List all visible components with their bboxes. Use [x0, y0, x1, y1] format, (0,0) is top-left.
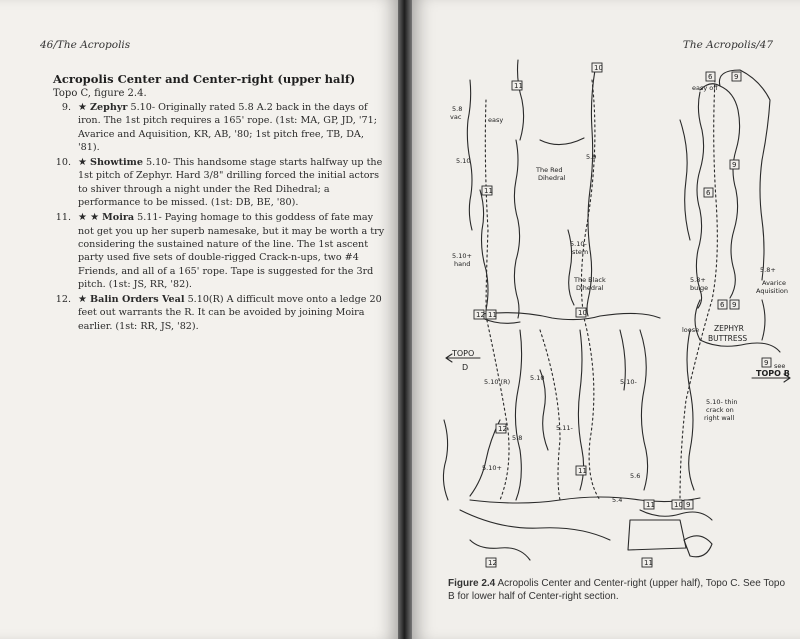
- topo-label: bulge: [690, 284, 709, 292]
- book-gutter: [398, 0, 412, 639]
- route-description: 5.10(R) A difficult move onto a ledge 20 feet out warrants the R. It can be avoided by joining Moira earlier. (1st: RR, JS, '82).: [78, 294, 382, 332]
- route-item: [53, 293, 385, 333]
- belay-number: 12: [476, 311, 485, 319]
- route-item: [53, 211, 385, 291]
- belay-number: 11: [578, 467, 587, 475]
- topo-label: 5.10+: [452, 252, 472, 260]
- belay-number: 10: [578, 309, 587, 317]
- topo-label: 5.6: [630, 472, 641, 480]
- topo-label: Avarice: [762, 279, 786, 287]
- crack-line: [470, 540, 530, 560]
- route-number: 10.: [55, 157, 71, 169]
- belay-number: 9: [732, 161, 737, 169]
- belay-number: 12: [498, 425, 507, 433]
- topo-label: 5.10- thin: [706, 398, 738, 406]
- topo-label: stem: [572, 248, 589, 256]
- ledge-line: [460, 510, 610, 540]
- section-subtitle: Topo C, figure 2.4.: [53, 88, 147, 99]
- belay-number: 9: [764, 359, 769, 367]
- route-description: 5.10- Originally rated 5.8 A.2 back in the days of iron. The 1st pitch requires a 165' rope. (1st: MA, GP, JD, '71; Avarice and Aquisition, KR, AB, '80; 1st pitch free, TB, DA, '81).: [78, 102, 377, 153]
- left-running-head: 46/The Acropolis: [40, 39, 131, 51]
- crack-line: [443, 420, 448, 500]
- star-icon: ★: [78, 294, 87, 306]
- topo-label: easy off: [692, 84, 718, 92]
- crack-line: [680, 120, 690, 240]
- right-page: [412, 0, 800, 639]
- figure-number: Figure 2.4: [448, 578, 496, 589]
- belay-number: 6: [720, 301, 725, 309]
- belay-number: 9: [732, 301, 737, 309]
- route-item: [53, 156, 385, 209]
- route-description: 5.10- This handsome stage starts halfway up the 1st pitch of Zephyr. Hard 3/8" drilling forced the initial actors to shiver through a night under the Red Dihedral; a performance to be missed. (1st: DB, BE, '80).: [78, 157, 383, 209]
- belay-number: 6: [708, 73, 713, 81]
- figure-caption: [448, 578, 793, 603]
- topo-label: Dihedral: [538, 174, 566, 182]
- topo-label: 5.8: [452, 105, 463, 113]
- topo-label: The Black: [574, 276, 606, 284]
- star-icon: ★: [78, 102, 87, 113]
- topo-label: 5.10+: [482, 464, 502, 472]
- route-item: [53, 101, 385, 154]
- belay-number: 12: [488, 559, 497, 567]
- belay-number: 6: [706, 189, 711, 197]
- route-list: [53, 101, 385, 335]
- route-path: [485, 100, 509, 500]
- route-number: 11.: [55, 212, 71, 224]
- crack-line: [467, 80, 472, 230]
- topo-label: 5.10-: [620, 378, 637, 386]
- caption-text: Acropolis Center and Center-right (upper half), Topo C. See Topo B for lower half of Center-right section.: [448, 578, 786, 602]
- right-running-head: The Acropolis/47: [682, 39, 773, 51]
- crack-line: [515, 330, 521, 500]
- topo-label: right wall: [704, 414, 735, 422]
- boulder-outline: [684, 536, 712, 557]
- section-title: Acropolis Center and Center-right (upper half): [53, 72, 356, 86]
- belay-number: 11: [646, 501, 655, 509]
- star-icon: ★: [78, 157, 87, 169]
- crack-line: [540, 370, 548, 450]
- topo-label: crack on: [706, 406, 734, 414]
- topo-label: 5.8: [512, 434, 523, 442]
- route-name: Moira: [102, 212, 135, 224]
- topo-label: Aquisition: [756, 287, 789, 295]
- belay-number: 9: [734, 73, 739, 81]
- ledge-line: [470, 497, 700, 503]
- topo-label: 5.10: [530, 374, 545, 382]
- topo-label: D: [462, 363, 469, 372]
- topo-label: 5.8+: [760, 266, 776, 274]
- topo-label: see: [774, 362, 786, 370]
- topo-label: ZEPHYR: [714, 324, 744, 333]
- route-number: 9.: [61, 102, 71, 113]
- topo-label: TOPO B: [756, 369, 790, 378]
- topo-label: vac: [450, 113, 462, 121]
- belay-number: 10: [594, 64, 603, 72]
- route-name: Zephyr: [90, 102, 128, 113]
- crack-line: [470, 420, 500, 496]
- route-number: 12.: [55, 294, 71, 306]
- topo-label: TOPO: [452, 349, 475, 358]
- topo-label: The Red: [536, 166, 563, 174]
- left-page: [0, 0, 398, 639]
- topo-label: 5.11-: [556, 424, 573, 432]
- topo-label: Dihedral: [576, 284, 604, 292]
- topo-label: easy: [488, 116, 504, 124]
- topo-label: loose: [682, 326, 700, 334]
- topo-label: 5.10: [456, 157, 471, 165]
- crack-line: [640, 330, 648, 490]
- crack-line: [514, 140, 519, 318]
- belay-number: 11: [514, 82, 523, 90]
- topo-label: 5.10 (R): [484, 378, 511, 386]
- topo-label: 5.8+: [690, 276, 706, 284]
- star-icon: ★ ★: [78, 212, 100, 224]
- belay-number: 9: [686, 501, 691, 509]
- belay-number: 11: [484, 187, 493, 195]
- crack-line: [687, 330, 694, 490]
- route-description: 5.11- Paying homage to this goddess of fate may not get you up her superb namesake, but it may be worth a try considering the sustained nature of the line. The 1st ascent party used five sets of double-rigged Crack-n-ups, two #4 Friends, and all of a 165' rope. Tape is suggested for the 3rd pitch. (1st: JS, RR, '82).: [78, 212, 385, 290]
- belay-number: 11: [644, 559, 653, 567]
- route-name: Balin Orders Veal: [90, 294, 185, 306]
- crack-line: [518, 60, 524, 140]
- topo-diagram: [412, 0, 800, 570]
- topo-label: BUTTRESS: [708, 334, 748, 343]
- ledge-line: [640, 510, 712, 520]
- topo-label: 5.4: [612, 496, 623, 504]
- belay-number: 10: [674, 501, 683, 509]
- topo-label: 5.10-: [570, 240, 587, 248]
- topo-label: 5.9: [586, 153, 597, 161]
- crack-line: [540, 138, 584, 145]
- boulder-outline: [628, 520, 686, 550]
- topo-label: hand: [454, 260, 471, 268]
- crack-line: [719, 70, 770, 280]
- belay-number: 11: [488, 311, 497, 319]
- crack-line: [762, 300, 765, 340]
- ledge-line: [480, 313, 660, 320]
- route-name: Showtime: [90, 157, 143, 169]
